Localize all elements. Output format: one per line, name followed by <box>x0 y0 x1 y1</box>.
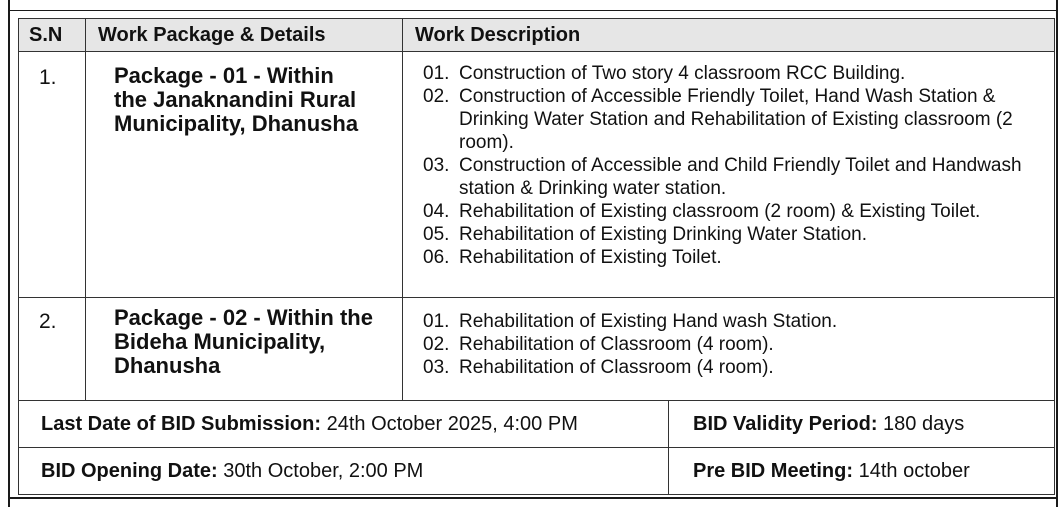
bid-opening-label: BID Opening Date: <box>41 459 218 482</box>
bid-submission-cell <box>19 401 669 448</box>
item-text: Rehabilitation of Existing Toilet. <box>459 247 722 268</box>
item-number: 04. <box>423 201 450 222</box>
list-item <box>423 62 1050 85</box>
item-text: Construction of Accessible Friendly Toilet, Hand Wash Station & Drinking Water Station and Rehabilitation of Existing classroom (2 room). <box>459 86 1013 153</box>
top-border-line <box>8 10 1058 11</box>
item-number: 01. <box>423 63 450 84</box>
package-details <box>86 298 403 401</box>
item-number: 02. <box>423 86 450 107</box>
item-number: 03. <box>423 357 450 378</box>
item-text: Rehabilitation of Classroom (4 room). <box>459 334 774 355</box>
bid-opening-cell <box>19 448 669 495</box>
bid-info-row <box>19 401 1055 448</box>
bid-info-table <box>18 400 1055 495</box>
bid-info-row <box>19 448 1055 495</box>
item-text: Construction of Two story 4 classroom RCC Building. <box>459 63 906 84</box>
bid-validity-label: BID Validity Period: <box>693 412 878 435</box>
list-item <box>423 356 1050 379</box>
item-number: 06. <box>423 247 450 268</box>
row-sn: 1. <box>19 52 86 298</box>
list-item <box>423 200 1050 223</box>
work-description <box>403 298 1055 401</box>
item-number: 02. <box>423 334 450 355</box>
package-name: Package - 02 - Within the Bideha Municipality, Dhanusha <box>114 305 373 378</box>
item-text: Rehabilitation of Existing classroom (2 room) & Existing Toilet. <box>459 201 981 222</box>
table-row <box>19 298 1055 401</box>
list-item <box>423 85 1050 154</box>
pre-bid-meeting-cell <box>669 448 1055 495</box>
table-header-row <box>19 19 1055 52</box>
list-item <box>423 246 1050 269</box>
bottom-border-line <box>8 497 1058 499</box>
item-number: 03. <box>423 155 450 176</box>
work-description <box>403 52 1055 298</box>
table-row <box>19 52 1055 298</box>
list-item <box>423 310 1050 333</box>
list-item <box>423 154 1050 200</box>
row-sn: 2. <box>19 298 86 401</box>
bid-submission-label: Last Date of BID Submission: <box>41 412 322 435</box>
list-item <box>423 333 1050 356</box>
item-text: Construction of Accessible and Child Friendly Toilet and Handwash station & Drinking water station. <box>459 155 1022 199</box>
bid-validity-value: 180 days <box>877 412 965 435</box>
bid-validity-cell <box>669 401 1055 448</box>
bid-submission-value: 24th October 2025, 4:00 PM <box>321 412 578 435</box>
item-number: 01. <box>423 311 450 332</box>
pre-bid-meeting-label: Pre BID Meeting: <box>693 459 854 482</box>
item-text: Rehabilitation of Classroom (4 room). <box>459 357 774 378</box>
pre-bid-meeting-value: 14th october <box>853 459 970 482</box>
package-name: Package - 01 - Within the Janaknandini Rural Municipality, Dhanusha <box>114 63 359 136</box>
work-packages-table <box>18 18 1055 401</box>
item-text: Rehabilitation of Existing Hand wash Station. <box>459 311 838 332</box>
header-package: Work Package & Details <box>86 19 403 52</box>
work-description-list <box>423 62 1050 269</box>
item-text: Rehabilitation of Existing Drinking Water Station. <box>459 224 867 245</box>
header-sn: S.N <box>19 19 86 52</box>
item-number: 05. <box>423 224 450 245</box>
package-details <box>86 52 403 298</box>
work-description-list <box>423 310 1050 379</box>
header-description: Work Description <box>403 19 1055 52</box>
bid-opening-value: 30th October, 2:00 PM <box>217 459 424 482</box>
list-item <box>423 223 1050 246</box>
